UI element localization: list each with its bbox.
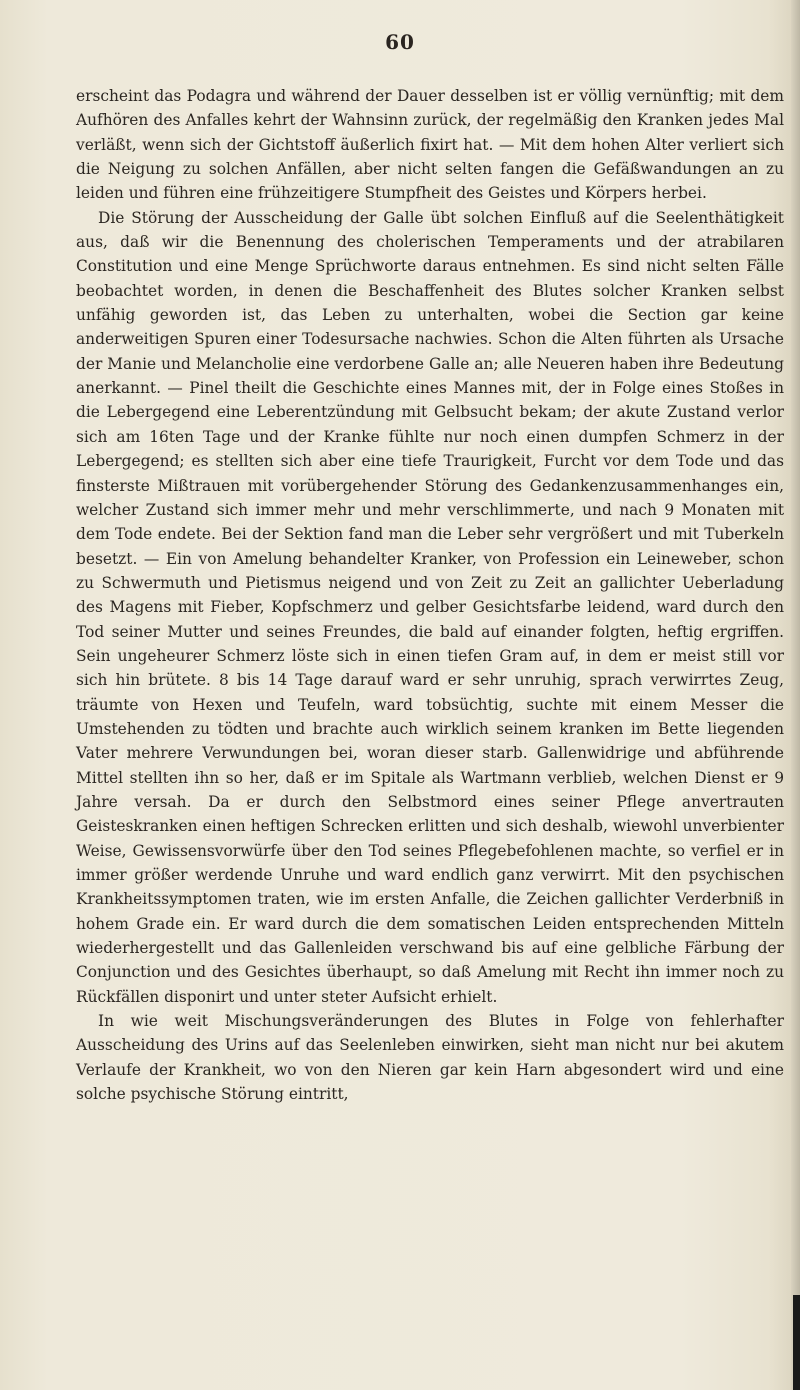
paragraph-3: In wie weit Mischungsveränderungen des Blutes in Folge von fehlerhafter Ausscheidung des Urins auf das Seelenleben einwirken, sieht man nicht nur bei akutem Verlaufe der Krankheit, wo von den Nieren gar kein Harn abgesondert wird und eine solche psychische Störung eintritt, <box>76 1012 784 1104</box>
paragraph-1: erscheint das Podagra und während der Dauer desselben ist er völlig vernünftig; mit dem Aufhören des Anfalles kehrt der Wahnsinn zurück, der regelmäßig den Kranken jedes Mal verläßt, wenn sich der Gichtstoff äußerlich fixirt hat. — Mit dem hohen Alter verliert sich die Neigung zu solchen Anfällen, aber nicht selten fangen die Gefäßwandungen an zu leiden und führen eine frühzeitigere Stumpfheit des Geistes und Körpers herbei. <box>76 87 784 203</box>
page-number: 60 <box>385 30 415 54</box>
page-edge-mark <box>793 1295 800 1390</box>
body-text <box>76 84 784 1106</box>
paragraph-2: Die Störung der Ausscheidung der Galle übt solchen Einfluß auf die Seelenthätigkeit aus, daß wir die Benennung des cholerischen Temperaments und der atrabilaren Constitution und eine Menge Sprüchworte daraus entnehmen. Es sind nicht selten Fälle beobachtet worden, in denen die Beschaffenheit des Blutes solcher Kranken selbst unfähig geworden ist, das Leben zu unterhalten, wobei die Section gar keine anderweitigen Spuren einer Todesursache nachwies. Schon die Alten führten als Ursache der Manie und Melancholie eine verdorbene Galle an; alle Neueren haben ihre Bedeutung anerkannt. — Pinel theilt die Geschichte eines Mannes mit, der in Folge eines Stoßes in die Lebergegend eine Leberentzündung mit Gelbsucht bekam; der akute Zustand verlor sich am 16ten Tage und der Kranke fühlte nur noch einen dumpfen Schmerz in der Lebergegend; es stellten sich aber eine tiefe Traurigkeit, Furcht vor dem Tode und das finsterste Mißtrauen mit vorübergehender Störung des Gedankenzusammenhanges ein, welcher Zustand sich immer mehr und mehr verschlimmerte, und nach 9 Monaten mit dem Tode endete. Bei der Sektion fand man die Leber sehr vergrößert und mit Tuberkeln besetzt. — Ein von Amelung behandelter Kranker, von Profession ein Leineweber, schon zu Schwermuth und Pietismus neigend und von Zeit zu Zeit an gallichter Ueberladung des Magens mit Fieber, Kopfschmerz und gelber Gesichtsfarbe leidend, ward durch den Tod seiner Mutter und seines Freundes, die bald auf einander folgten, heftig ergriffen. Sein ungeheurer Schmerz löste sich in einen tiefen Gram auf, in dem er meist still vor sich hin brütete. 8 bis 14 Tage darauf ward er sehr unruhig, sprach verwirrtes Zeug, träumte von Hexen und Teufeln, ward tobsüchtig, suchte mit einem Messer die Umstehenden zu tödten und brachte auch wirklich seinem kranken im Bette liegenden Vater mehrere Verwundungen bei, woran dieser starb. Gallenwidrige und abführende Mittel stellten ihn so her, daß er im Spitale als Wartmann verblieb, welchen Dienst er 9 Jahre versah. Da er durch den Selbstmord eines seiner Pflege anvertrauten Geisteskranken einen heftigen Schrecken erlitten und sich deshalb, wiewohl unverbienter Weise, Gewissensvorwürfe über den Tod seines Pflegebefohlenen machte, so verfiel er in immer größer werdende Unruhe und ward endlich ganz verwirrt. Mit den psychischen Krankheitssymptomen traten, wie im ersten Anfalle, die Zeichen gallichter Verderbniß in hohem Grade ein. Er ward durch die dem somatischen Leiden entsprechenden Mitteln wiederhergestellt und das Gallenleiden verschwand bis auf eine gelbliche Färbung der Conjunction und des Gesichtes überhaupt, so daß Amelung mit Recht ihn immer noch zu Rückfällen disponirt und unter steter Aufsicht erhielt. <box>76 208 784 1006</box>
page-edge <box>791 0 800 1390</box>
